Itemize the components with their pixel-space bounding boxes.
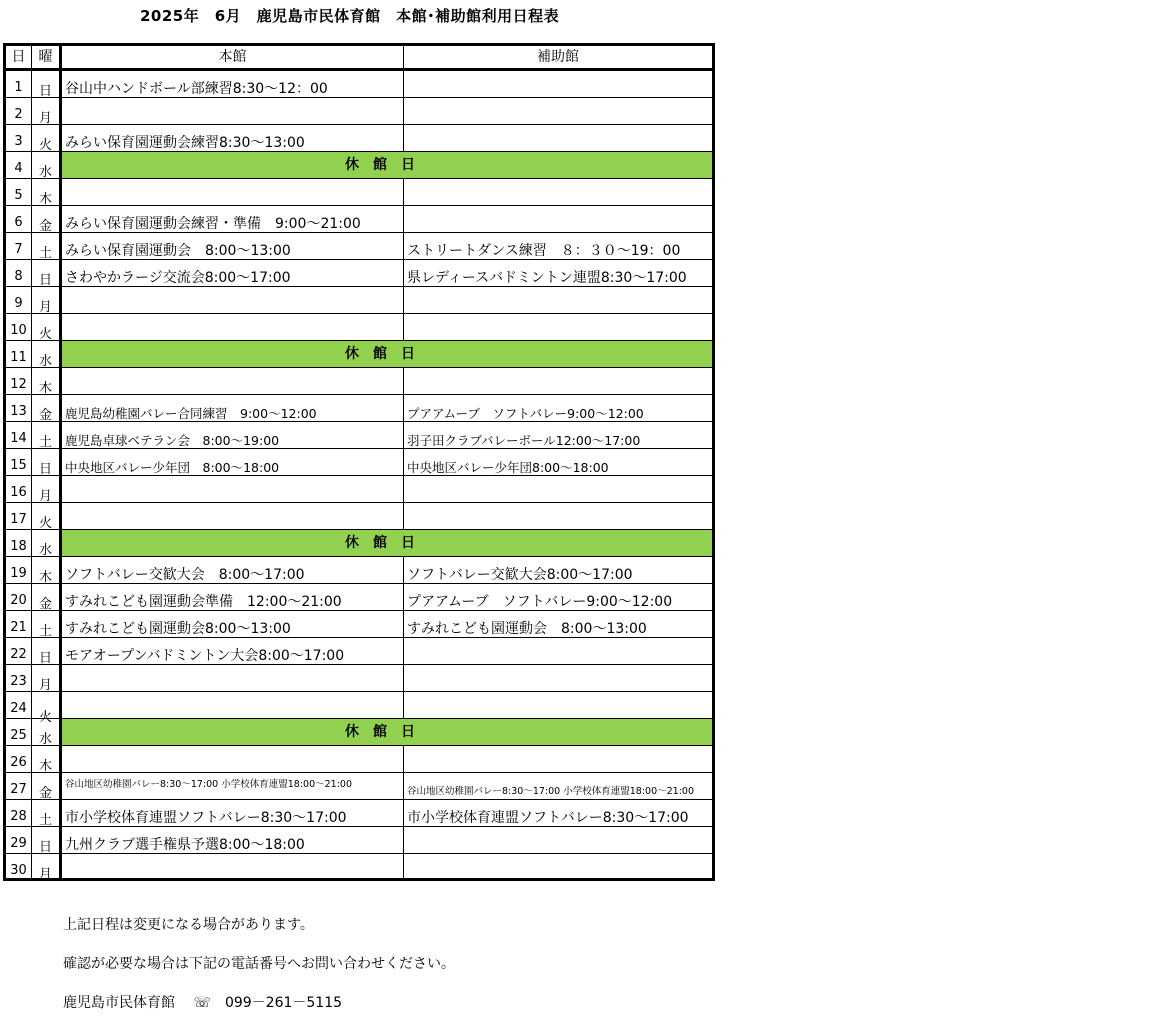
notes: [63, 906, 455, 1023]
day-number: 10: [6, 314, 32, 340]
table-row: [6, 476, 712, 503]
sub-hall-event: [404, 854, 712, 881]
table-row: [6, 206, 712, 233]
weekday: 日: [32, 449, 62, 475]
weekday: 木: [32, 557, 62, 583]
day-number: 23: [6, 665, 32, 691]
sub-hall-event: [404, 368, 712, 394]
page-title: 2025年 6月 鹿児島市民体育館 本館･補助館利用日程表: [140, 7, 560, 25]
weekday: 土: [32, 233, 62, 259]
weekday: 月: [32, 854, 62, 881]
sub-hall-event: 市小学校体育連盟ソフトバレー8:30～17:00: [407, 810, 689, 826]
sub-hall-event: ストリートダンス練習 ８：３０～19：00: [407, 243, 681, 259]
table-row: [6, 530, 712, 557]
sub-hall-event: 中央地区バレー少年団8:00～18:00: [407, 460, 609, 475]
day-number: 19: [6, 557, 32, 583]
note-change: 上記日程は変更になる場合があります。: [63, 917, 314, 933]
table-row: [6, 287, 712, 314]
sub-hall-event: [404, 638, 712, 664]
main-hall-event: [62, 692, 404, 718]
weekday: 金: [32, 773, 62, 799]
main-hall-event: 谷山中ハンドボール部練習8:30～12：00: [62, 71, 404, 97]
day-number: 24: [6, 692, 32, 718]
table-row: [6, 449, 712, 476]
table-header: [6, 46, 712, 71]
main-hall-event: 鹿児島卓球ベテラン会 8:00～19:00: [62, 422, 404, 448]
day-number: 15: [6, 449, 32, 475]
main-hall-event: [62, 665, 404, 691]
day-number: 7: [6, 233, 32, 259]
day-number: 28: [6, 800, 32, 826]
main-hall-event: みらい保育園運動会練習8:30～13:00: [62, 125, 404, 151]
table-row: [6, 557, 712, 584]
table-row: [6, 179, 712, 206]
closed-day-banner: 休館日: [62, 719, 712, 745]
table-row: [6, 503, 712, 530]
sub-hall-event: [404, 206, 712, 232]
day-number: 16: [6, 476, 32, 502]
header-weekday: 曜: [32, 46, 62, 68]
day-number: 21: [6, 611, 32, 637]
sub-hall-event: [404, 125, 712, 151]
sub-hall-event: [404, 665, 712, 691]
sub-hall-event: 県レディースバドミントン連盟8:30～17:00: [407, 270, 687, 286]
header-day: 日: [6, 46, 32, 68]
sub-hall-event: プアアムーブ ソフトバレー9:00～12:00: [407, 594, 673, 610]
table-row: [6, 260, 712, 287]
weekday: 水: [32, 719, 62, 745]
weekday: 日: [32, 71, 62, 97]
sub-hall-event: 谷山地区幼稚園バレー8:30～17:00 小学校体育連盟18:00～21:00: [407, 786, 694, 797]
table-row: [6, 665, 712, 692]
main-hall-event: みらい保育園運動会練習・準備 9:00～21:00: [62, 206, 404, 232]
table-row: [6, 773, 712, 800]
day-number: 18: [6, 530, 32, 556]
sub-hall-event: [404, 503, 712, 529]
day-number: 20: [6, 584, 32, 610]
sub-hall-event: ソフトバレー交歓大会8:00～17:00: [407, 567, 633, 583]
weekday: 水: [32, 152, 62, 178]
closed-day-banner: 休館日: [62, 530, 712, 556]
weekday: 月: [32, 665, 62, 691]
main-hall-event: [62, 503, 404, 529]
weekday: 火: [32, 125, 62, 151]
table-row: [6, 854, 712, 881]
weekday: 火: [32, 503, 62, 529]
sub-hall-event: [404, 827, 712, 853]
day-number: 2: [6, 98, 32, 124]
day-number: 5: [6, 179, 32, 205]
day-number: 25: [6, 719, 32, 745]
main-hall-event: みらい保育園運動会 8:00～13:00: [62, 233, 404, 259]
table-row: [6, 314, 712, 341]
weekday: 土: [32, 800, 62, 826]
weekday: 日: [32, 260, 62, 286]
day-number: 17: [6, 503, 32, 529]
weekday: 水: [32, 341, 62, 367]
table-row: [6, 692, 712, 725]
schedule-table: [3, 43, 715, 881]
day-number: 6: [6, 206, 32, 232]
main-hall-event: 市小学校体育連盟ソフトバレー8:30～17:00: [62, 800, 404, 826]
weekday: 月: [32, 287, 62, 313]
main-hall-event: [62, 179, 404, 205]
main-hall-event: 鹿児島幼稚園バレー合同練習 9:00～12:00: [62, 395, 404, 421]
day-number: 27: [6, 773, 32, 799]
closed-day-banner: 休館日: [62, 152, 712, 178]
table-row: [6, 395, 712, 422]
table-row: [6, 233, 712, 260]
sub-hall-event: すみれこども園運動会 8:00～13:00: [407, 621, 647, 637]
main-hall-event: 中央地区バレー少年団 8:00～18:00: [62, 449, 404, 475]
table-row: [6, 719, 712, 746]
closed-day-banner: 休館日: [62, 341, 712, 367]
day-number: 3: [6, 125, 32, 151]
sub-hall-event: プアアムーブ ソフトバレー9:00～12:00: [407, 406, 644, 421]
main-hall-event: すみれこども園運動会準備 12:00～21:00: [62, 584, 404, 610]
sub-hall-event: [404, 314, 712, 340]
main-hall-event: [62, 314, 404, 340]
weekday: 木: [32, 179, 62, 205]
table-row: [6, 71, 712, 98]
sub-hall-event: [404, 98, 712, 124]
table-row: [6, 125, 712, 152]
day-number: 13: [6, 395, 32, 421]
main-hall-event: ソフトバレー交歓大会 8:00～17:00: [62, 557, 404, 583]
weekday: 水: [32, 530, 62, 556]
weekday: 日: [32, 638, 62, 664]
main-hall-event: モアオープンバドミントン大会8:00～17:00: [62, 638, 404, 664]
weekday: 月: [32, 98, 62, 124]
main-hall-event: 九州クラブ選手権県予選8:00～18:00: [62, 827, 404, 853]
main-hall-event: [62, 287, 404, 313]
sub-hall-event: 羽子田クラブバレーボール12:00～17:00: [407, 433, 641, 448]
table-row: [6, 584, 712, 611]
day-number: 26: [6, 746, 32, 772]
day-number: 1: [6, 71, 32, 97]
day-number: 8: [6, 260, 32, 286]
weekday: 火: [32, 692, 62, 718]
table-row: [6, 800, 712, 827]
table-row: [6, 341, 712, 368]
table-row: [6, 638, 712, 665]
day-number: 14: [6, 422, 32, 448]
main-hall-event: すみれこども園運動会8:00～13:00: [62, 611, 404, 637]
main-hall-event: [62, 98, 404, 124]
sub-hall-event: [404, 692, 712, 718]
table-row: [6, 827, 712, 854]
day-number: 12: [6, 368, 32, 394]
table-row: [6, 746, 712, 773]
note-phone: 鹿児島市民体育館 ☏ 099－261－5115: [63, 995, 343, 1011]
main-hall-event: [62, 368, 404, 394]
note-contact: 確認が必要な場合は下記の電話番号へお問い合わせください。: [63, 956, 455, 972]
weekday: 木: [32, 368, 62, 394]
day-number: 4: [6, 152, 32, 178]
sub-hall-event: [404, 476, 712, 502]
main-hall-event: [62, 854, 404, 881]
main-hall-event: 谷山地区幼稚園バレー8:30～17:00 小学校体育連盟18:00～21:00: [62, 773, 404, 799]
table-row: [6, 611, 712, 638]
weekday: 土: [32, 422, 62, 448]
table-row: [6, 152, 712, 179]
day-number: 30: [6, 854, 32, 881]
sub-hall-event: [404, 71, 712, 97]
main-hall-event: [62, 746, 404, 772]
weekday: 土: [32, 611, 62, 637]
main-hall-event: [62, 476, 404, 502]
header-main-hall: 本館: [62, 46, 404, 68]
table-row: [6, 368, 712, 395]
sub-hall-event: [404, 746, 712, 772]
weekday: 金: [32, 395, 62, 421]
weekday: 金: [32, 584, 62, 610]
day-number: 11: [6, 341, 32, 367]
weekday: 月: [32, 476, 62, 502]
weekday: 日: [32, 827, 62, 853]
day-number: 29: [6, 827, 32, 853]
weekday: 火: [32, 314, 62, 340]
header-sub-hall: 補助館: [537, 49, 579, 65]
day-number: 9: [6, 287, 32, 313]
table-row: [6, 422, 712, 449]
sub-hall-event: [404, 287, 712, 313]
weekday: 金: [32, 206, 62, 232]
day-number: 22: [6, 638, 32, 664]
main-hall-event: さわやかラージ交流会8:00～17:00: [62, 260, 404, 286]
weekday: 木: [32, 746, 62, 772]
table-row: [6, 98, 712, 125]
sub-hall-event: [404, 179, 712, 205]
